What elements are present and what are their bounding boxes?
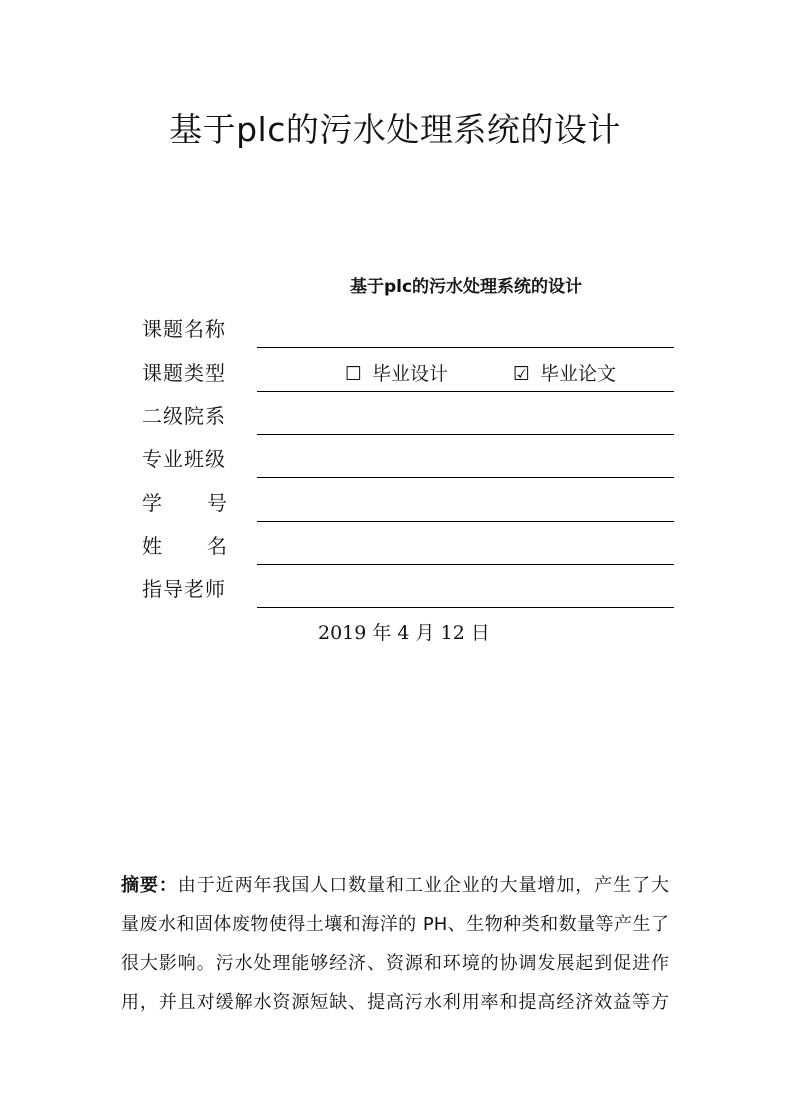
checkbox-checked-icon[interactable]: ☑ <box>513 363 531 385</box>
cover-row-student-id <box>140 478 674 522</box>
abstract-line <box>121 866 669 905</box>
abstract-line: 很大影响。污水处理能够经济、资源和环境的协调发展起到促进作 <box>121 953 669 974</box>
row-label-char: 号 <box>207 491 228 515</box>
row-label-char: 学 <box>142 491 163 515</box>
row-label-char: 姓 <box>142 534 163 558</box>
row-underline <box>257 607 674 608</box>
row-label-char: 名 <box>207 534 228 558</box>
row-label: 指导老师 <box>142 577 226 601</box>
cover-row-topic <box>140 304 674 348</box>
row-label: 课题名称 <box>142 317 226 341</box>
abstract-line: 用，并且对缓解水资源短缺、提高污水利用率和提高经济效益等方 <box>121 992 669 1013</box>
row-label: 课题类型 <box>142 361 226 385</box>
cover-row-name <box>140 521 674 565</box>
abstract <box>121 866 669 1022</box>
row-label: 二级院系 <box>142 404 226 428</box>
type-option-label: 毕业论文 <box>540 363 617 385</box>
abstract-line: 量废水和固体废物使得土壤和海洋的 PH、生物种类和数量等产生了 <box>121 914 669 935</box>
type-option-thesis[interactable] <box>513 359 616 386</box>
cover-row-advisor <box>140 564 674 608</box>
cover-row-department <box>140 391 674 435</box>
row-label <box>142 530 228 559</box>
cover-date: 2019 年 4 月 12 日 <box>318 622 490 644</box>
cover-row-type <box>140 348 674 392</box>
checkbox-unchecked-icon[interactable]: ☐ <box>345 363 363 385</box>
document-title: 基于plc的污水处理系统的设计 <box>169 110 621 149</box>
cover-row-class <box>140 434 674 478</box>
row-label: 专业班级 <box>142 447 226 471</box>
abstract-text: 由于近两年我国人口数量和工业企业的大量增加，产生了大 <box>177 875 670 896</box>
type-option-label: 毕业设计 <box>372 363 449 385</box>
topic-value: 基于plc的污水处理系统的设计 <box>349 277 583 297</box>
type-option-design[interactable] <box>345 359 448 386</box>
row-label <box>142 487 228 516</box>
abstract-heading: 摘要： <box>121 875 178 896</box>
